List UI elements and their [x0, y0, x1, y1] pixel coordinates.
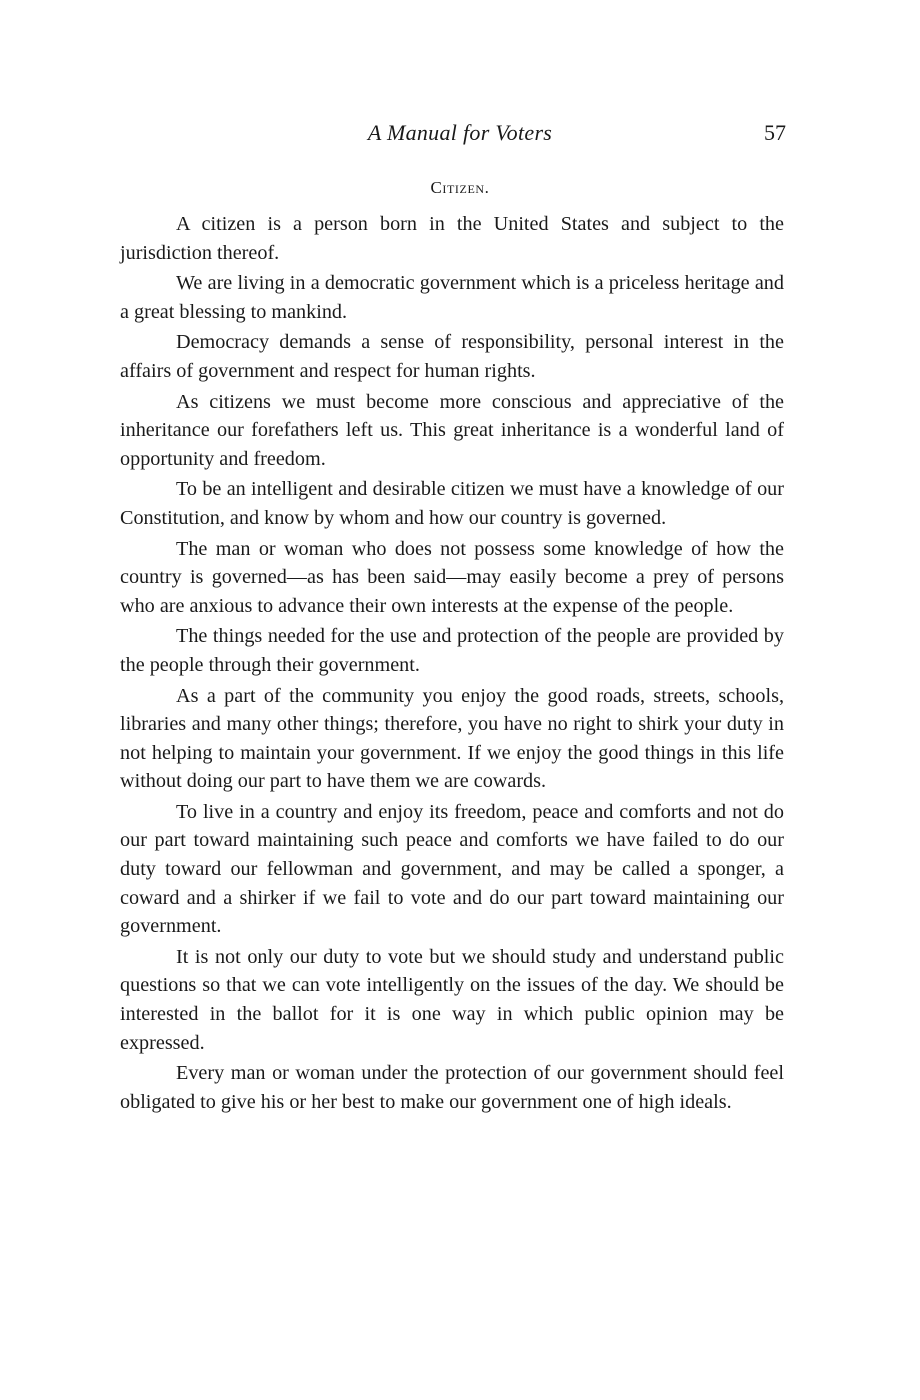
- paragraph: As citizens we must become more conscious and appreciative of the inheritance our forefathers left us. This great inheritance is a wonderful land of opportunity and freedom.: [120, 390, 784, 470]
- running-title: A Manual for Voters: [367, 120, 553, 145]
- section-body: [120, 210, 784, 1118]
- paragraph: As a part of the community you enjoy the good roads, streets, schools, libraries and many other things; therefore, you have no right to shirk your duty in not helping to maintain your government. If we enjoy the good things in this life without doing our part to have them we are cowards.: [120, 684, 784, 793]
- running-head: [130, 120, 790, 154]
- paragraph: It is not only our duty to vote but we should study and understand public questions so that we can vote intelligently on the issues of the day. We should be interested in the ballot for it is one way in which public opinion may be expressed.: [120, 945, 784, 1054]
- section-heading: Citizen.: [430, 178, 490, 197]
- page-number: 57: [764, 120, 786, 145]
- paragraph: Every man or woman under the protection of our government should feel obligated to give his or her best to make our government one of high ideals.: [120, 1062, 784, 1113]
- paragraph: The things needed for the use and protection of the people are provided by the people through their government.: [120, 625, 784, 676]
- paragraph: We are living in a democratic government which is a priceless heritage and a great blessing to mankind.: [120, 272, 784, 323]
- paragraph: Democracy demands a sense of responsibility, personal interest in the affairs of government and respect for human rights.: [120, 331, 784, 382]
- paragraph: To be an intelligent and desirable citizen we must have a knowledge of our Constitution, and know by whom and how our country is governed.: [120, 478, 784, 529]
- paragraph: To live in a country and enjoy its freedom, peace and comforts and not do our part toward maintaining such peace and comforts we have failed to do our duty toward our fellowman and government, and may be called a sponger, a coward and a shirker if we fail to vote and do our part toward maintaining our government.: [120, 800, 784, 938]
- paragraph: The man or woman who does not possess some knowledge of how the country is governed—as has been said—may easily become a prey of persons who are anxious to advance their own interests at the expense of the people.: [120, 537, 784, 617]
- paragraph: A citizen is a person born in the United States and subject to the jurisdiction thereof.: [120, 213, 784, 264]
